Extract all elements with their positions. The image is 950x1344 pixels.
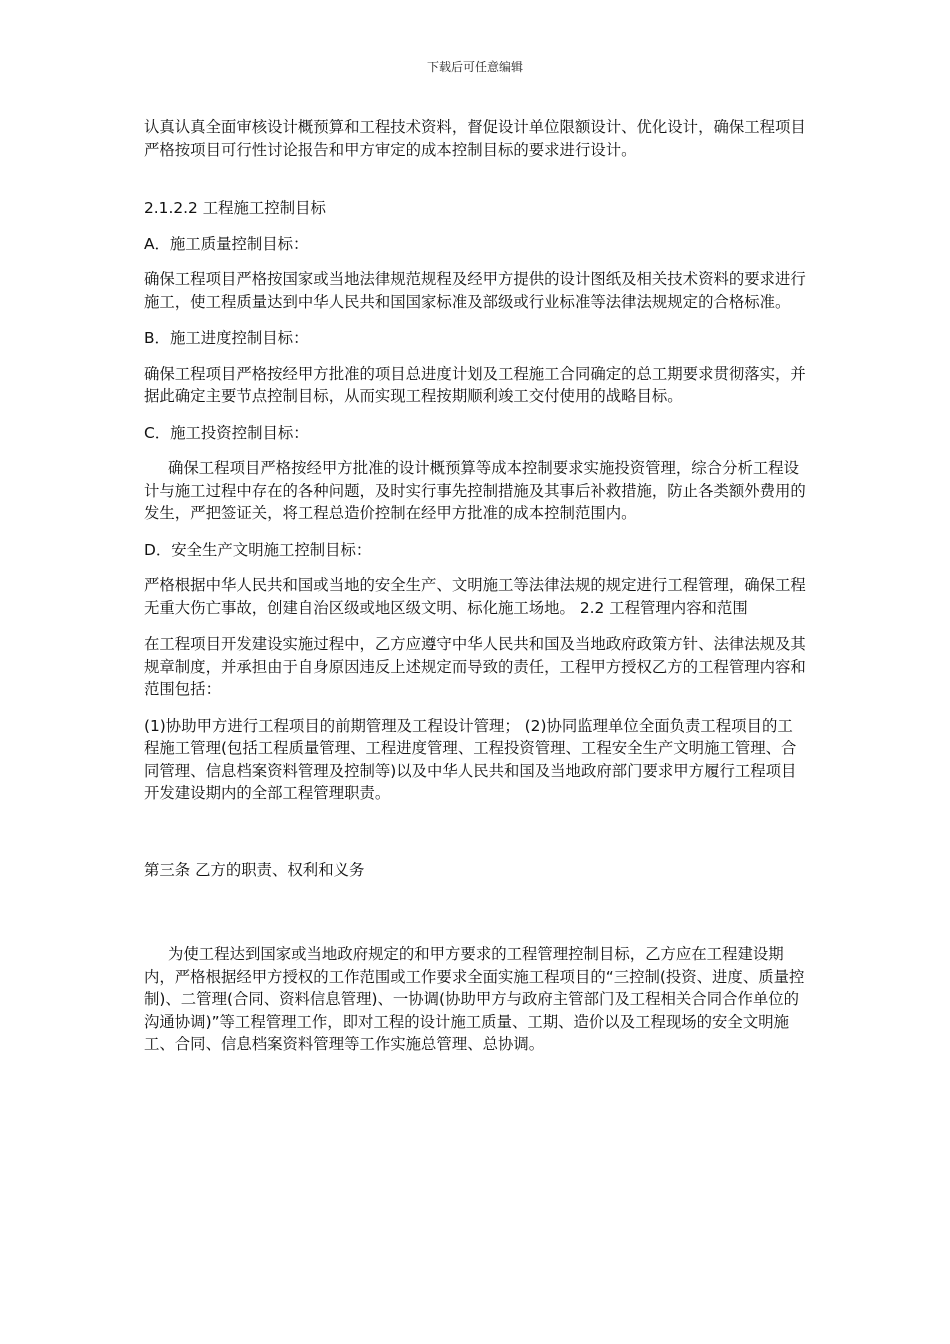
section-heading-2-1-2-2: 2.1.2.2 工程施工控制目标 [144,199,326,217]
paragraph-investment-target: 确保工程项目严格按经甲方批准的设计概预算等成本控制要求实施投资管理，综合分析工程设计与施工过程中存在的各种问题，及时实行事先控制措施及其事后补救措施，防止各类额外费用的发生，严把签证关，将工程总造价控制在经甲方批准的成本控制范围内。 [144,459,806,522]
paragraph-schedule-target: 确保工程项目严格按经甲方批准的项目总进度计划及工程施工合同确定的总工期要求贯彻落实，并据此确定主要节点控制目标，从而实现工程按期顺利竣工交付使用的战略目标。 [144,364,806,405]
paragraph-management-items: (1)协助甲方进行工程项目的前期管理及工程设计管理； (2)协同监理单位全面负责工程项目的工程施工管理(包括工程质量管理、工程进度管理、工程投资管理、工程安全生产文明施工管理、合同管理、信息档案资料管理及控制等)以及中华人民共和国及当地政府部门要求甲方履行工程项目开发建设期内的全部工程管理职责。 [144,716,797,802]
heading-investment-target: C．施工投资控制目标： [144,423,309,442]
paragraph-safety-target: 严格根据中华人民共和国或当地的安全生产、文明施工等法律法规的规定进行工程管理，确保工程无重大伤亡事故，创建自治区级或地区级文明、标化施工场地。 2.2 工程管理内容和范围 [144,576,806,617]
document-body [144,116,808,1056]
heading-article-three: 第三条 乙方的职责、权利和义务 [144,860,365,879]
paragraph-design-review: 认真认真全面审核设计概预算和工程技术资料，督促设计单位限额设计、优化设计，确保工程项目严格按项目可行性讨论报告和甲方审定的成本控制目标的要求进行设计。 [144,118,806,159]
paragraph-quality-target: 确保工程项目严格按国家或当地法律规范规程及经甲方提供的设计图纸及相关技术资料的要求进行施工，使工程质量达到中华人民共和国国家标准及部级或行业标准等法律法规规定的合格标准。 [144,270,806,311]
heading-quality-target: A．施工质量控制目标： [144,234,309,253]
heading-schedule-target: B．施工进度控制目标： [144,329,309,347]
paragraph-article-three: 为使工程达到国家或当地政府规定的和甲方要求的工程管理控制目标，乙方应在工程建设期内，严格根据经甲方授权的工作范围或工作要求全面实施工程项目的“三控制(投资、进度、质量控制)、二管理(合同、资料信息管理)、一协调(协助甲方与政府主管部门及工程相关合同合作单位的沟通协调)”等工程管理工作，即对工程的设计施工质量、工期、造价以及工程现场的安全文明施工、合同、信息档案资料管理等工作实施总管理、总协调。 [144,945,805,1053]
paragraph-management-scope: 在工程项目开发建设实施过程中，乙方应遵守中华人民共和国及当地政府政策方针、法律法规及其规章制度，并承担由于自身原因违反上述规定而导致的责任，工程甲方授权乙方的工程管理内容和范围包括： [144,635,806,698]
page-header: 下载后可任意编辑 [426,60,523,74]
heading-safety-target: D．安全生产文明施工控制目标： [144,540,372,559]
